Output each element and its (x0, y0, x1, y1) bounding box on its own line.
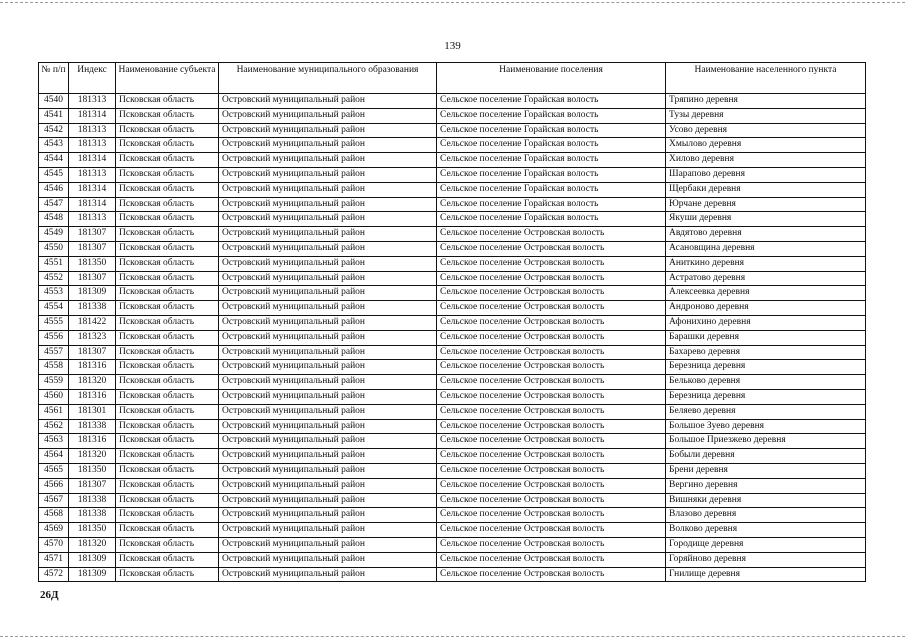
table-row (39, 345, 866, 360)
settlements-table (38, 62, 866, 582)
cell-locality: Хмылово деревня (666, 138, 866, 153)
cell-municipality: Островский муниципальный район (219, 478, 437, 493)
cell-municipality: Островский муниципальный район (219, 404, 437, 419)
cell-locality: Горяйново деревня (666, 552, 866, 567)
cell-locality: Щербаки деревня (666, 182, 866, 197)
cell-municipality: Островский муниципальный район (219, 345, 437, 360)
table-row (39, 167, 866, 182)
cell-municipality: Островский муниципальный район (219, 493, 437, 508)
cell-settlement: Сельское поселение Островская волость (437, 271, 666, 286)
cell-locality: Барашки деревня (666, 330, 866, 345)
cell-municipality: Островский муниципальный район (219, 360, 437, 375)
cell-settlement: Сельское поселение Островская волость (437, 434, 666, 449)
scan-edge-top (0, 2, 905, 4)
cell-municipality: Островский муниципальный район (219, 552, 437, 567)
cell-index: 181307 (69, 271, 116, 286)
cell-row-number: 4563 (39, 434, 69, 449)
table-row (39, 552, 866, 567)
cell-row-number: 4557 (39, 345, 69, 360)
cell-row-number: 4555 (39, 315, 69, 330)
cell-settlement: Сельское поселение Островская волость (437, 404, 666, 419)
cell-municipality: Островский муниципальный район (219, 241, 437, 256)
cell-municipality: Островский муниципальный район (219, 256, 437, 271)
table-row (39, 523, 866, 538)
cell-row-number: 4552 (39, 271, 69, 286)
cell-row-number: 4572 (39, 567, 69, 582)
cell-subject: Псковская область (116, 241, 219, 256)
cell-row-number: 4545 (39, 167, 69, 182)
cell-settlement: Сельское поселение Островская волость (437, 330, 666, 345)
cell-municipality: Островский муниципальный район (219, 330, 437, 345)
cell-subject: Псковская область (116, 478, 219, 493)
cell-index: 181350 (69, 523, 116, 538)
cell-municipality: Островский муниципальный район (219, 138, 437, 153)
table-row (39, 389, 866, 404)
cell-settlement: Сельское поселение Островская волость (437, 227, 666, 242)
cell-locality: Алексеевка деревня (666, 286, 866, 301)
table-row (39, 449, 866, 464)
cell-subject: Псковская область (116, 404, 219, 419)
cell-settlement: Сельское поселение Островская волость (437, 389, 666, 404)
table-row (39, 404, 866, 419)
scan-edge-bottom (0, 636, 905, 638)
cell-locality: Гнилище деревня (666, 567, 866, 582)
cell-row-number: 4553 (39, 286, 69, 301)
table-row (39, 94, 866, 109)
cell-index: 181323 (69, 330, 116, 345)
table-row (39, 463, 866, 478)
table-body (39, 94, 866, 582)
cell-index: 181313 (69, 123, 116, 138)
cell-subject: Псковская область (116, 360, 219, 375)
cell-row-number: 4551 (39, 256, 69, 271)
table-row (39, 508, 866, 523)
cell-subject: Псковская область (116, 315, 219, 330)
cell-subject: Псковская область (116, 552, 219, 567)
header-subject: Наименование субъекта (116, 63, 219, 94)
table-row (39, 123, 866, 138)
cell-locality: Большое Приезжево деревня (666, 434, 866, 449)
table-row (39, 271, 866, 286)
cell-municipality: Островский муниципальный район (219, 463, 437, 478)
cell-index: 181338 (69, 493, 116, 508)
cell-index: 181422 (69, 315, 116, 330)
cell-index: 181309 (69, 286, 116, 301)
cell-locality: Андроново деревня (666, 301, 866, 316)
cell-locality: Тузы деревня (666, 108, 866, 123)
table-row (39, 315, 866, 330)
cell-subject: Псковская область (116, 197, 219, 212)
cell-subject: Псковская область (116, 537, 219, 552)
table-row (39, 241, 866, 256)
cell-municipality: Островский муниципальный район (219, 182, 437, 197)
cell-index: 181338 (69, 508, 116, 523)
table-row (39, 360, 866, 375)
cell-municipality: Островский муниципальный район (219, 523, 437, 538)
cell-subject: Псковская область (116, 493, 219, 508)
cell-municipality: Островский муниципальный район (219, 449, 437, 464)
cell-subject: Псковская область (116, 523, 219, 538)
cell-index: 181320 (69, 537, 116, 552)
cell-subject: Псковская область (116, 108, 219, 123)
cell-locality: Брени деревня (666, 463, 866, 478)
cell-index: 181350 (69, 256, 116, 271)
table-row (39, 286, 866, 301)
cell-index: 181320 (69, 375, 116, 390)
cell-locality: Аниткино деревня (666, 256, 866, 271)
cell-locality: Городище деревня (666, 537, 866, 552)
cell-locality: Усово деревня (666, 123, 866, 138)
cell-locality: Юрчане деревня (666, 197, 866, 212)
cell-settlement: Сельское поселение Островская волость (437, 360, 666, 375)
cell-index: 181309 (69, 567, 116, 582)
cell-index: 181307 (69, 478, 116, 493)
cell-locality: Якуши деревня (666, 212, 866, 227)
table-header-row (39, 63, 866, 94)
cell-subject: Псковская область (116, 286, 219, 301)
cell-subject: Псковская область (116, 153, 219, 168)
cell-row-number: 4546 (39, 182, 69, 197)
cell-row-number: 4548 (39, 212, 69, 227)
cell-subject: Псковская область (116, 227, 219, 242)
page-number: 139 (444, 40, 461, 52)
cell-index: 181338 (69, 419, 116, 434)
cell-settlement: Сельское поселение Островская волость (437, 241, 666, 256)
cell-subject: Псковская область (116, 167, 219, 182)
cell-locality: Бахарево деревня (666, 345, 866, 360)
table-row (39, 153, 866, 168)
cell-index: 181301 (69, 404, 116, 419)
cell-subject: Псковская область (116, 94, 219, 109)
footer-code: 26Д (40, 589, 59, 601)
cell-locality: Бельково деревня (666, 375, 866, 390)
cell-index: 181314 (69, 153, 116, 168)
cell-locality: Березница деревня (666, 389, 866, 404)
cell-subject: Псковская область (116, 138, 219, 153)
cell-municipality: Островский муниципальный район (219, 315, 437, 330)
cell-row-number: 4549 (39, 227, 69, 242)
cell-municipality: Островский муниципальный район (219, 153, 437, 168)
cell-locality: Афонихино деревня (666, 315, 866, 330)
cell-locality: Тряпино деревня (666, 94, 866, 109)
table-row (39, 567, 866, 582)
cell-row-number: 4543 (39, 138, 69, 153)
cell-index: 181307 (69, 227, 116, 242)
cell-row-number: 4567 (39, 493, 69, 508)
cell-row-number: 4541 (39, 108, 69, 123)
cell-subject: Псковская область (116, 508, 219, 523)
cell-row-number: 4566 (39, 478, 69, 493)
cell-settlement: Сельское поселение Островская волость (437, 523, 666, 538)
cell-subject: Псковская область (116, 345, 219, 360)
cell-index: 181338 (69, 301, 116, 316)
cell-index: 181309 (69, 552, 116, 567)
cell-municipality: Островский муниципальный район (219, 271, 437, 286)
cell-municipality: Островский муниципальный район (219, 123, 437, 138)
cell-municipality: Островский муниципальный район (219, 434, 437, 449)
cell-subject: Псковская область (116, 449, 219, 464)
cell-locality: Большое Зуево деревня (666, 419, 866, 434)
cell-row-number: 4544 (39, 153, 69, 168)
cell-municipality: Островский муниципальный район (219, 197, 437, 212)
cell-row-number: 4571 (39, 552, 69, 567)
cell-subject: Псковская область (116, 256, 219, 271)
cell-municipality: Островский муниципальный район (219, 389, 437, 404)
cell-row-number: 4556 (39, 330, 69, 345)
cell-index: 181314 (69, 108, 116, 123)
table-row (39, 419, 866, 434)
table-row (39, 478, 866, 493)
cell-settlement: Сельское поселение Островская волость (437, 375, 666, 390)
table-row (39, 227, 866, 242)
cell-index: 181316 (69, 434, 116, 449)
cell-index: 181350 (69, 463, 116, 478)
cell-municipality: Островский муниципальный район (219, 419, 437, 434)
cell-settlement: Сельское поселение Островская волость (437, 345, 666, 360)
cell-settlement: Сельское поселение Островская волость (437, 419, 666, 434)
cell-settlement: Сельское поселение Горайская волость (437, 197, 666, 212)
table-row (39, 493, 866, 508)
cell-settlement: Сельское поселение Горайская волость (437, 108, 666, 123)
table-row (39, 330, 866, 345)
cell-locality: Волково деревня (666, 523, 866, 538)
cell-settlement: Сельское поселение Островская волость (437, 537, 666, 552)
cell-settlement: Сельское поселение Островская волость (437, 463, 666, 478)
cell-municipality: Островский муниципальный район (219, 108, 437, 123)
cell-row-number: 4550 (39, 241, 69, 256)
cell-settlement: Сельское поселение Горайская волость (437, 167, 666, 182)
table-row (39, 434, 866, 449)
cell-settlement: Сельское поселение Островская волость (437, 552, 666, 567)
cell-settlement: Сельское поселение Горайская волость (437, 94, 666, 109)
header-index: Индекс (69, 63, 116, 94)
cell-locality: Астратово деревня (666, 271, 866, 286)
table-row (39, 138, 866, 153)
cell-municipality: Островский муниципальный район (219, 301, 437, 316)
cell-settlement: Сельское поселение Островская волость (437, 301, 666, 316)
cell-index: 181316 (69, 389, 116, 404)
cell-index: 181307 (69, 345, 116, 360)
cell-municipality: Островский муниципальный район (219, 212, 437, 227)
cell-settlement: Сельское поселение Островская волость (437, 493, 666, 508)
cell-settlement: Сельское поселение Островская волость (437, 286, 666, 301)
cell-locality: Шарапово деревня (666, 167, 866, 182)
cell-row-number: 4562 (39, 419, 69, 434)
cell-row-number: 4564 (39, 449, 69, 464)
cell-subject: Псковская область (116, 301, 219, 316)
cell-row-number: 4559 (39, 375, 69, 390)
cell-subject: Псковская область (116, 567, 219, 582)
cell-locality: Вергино деревня (666, 478, 866, 493)
cell-index: 181314 (69, 182, 116, 197)
cell-locality: Березница деревня (666, 360, 866, 375)
cell-index: 181320 (69, 449, 116, 464)
cell-municipality: Островский муниципальный район (219, 94, 437, 109)
cell-row-number: 4569 (39, 523, 69, 538)
cell-municipality: Островский муниципальный район (219, 375, 437, 390)
cell-municipality: Островский муниципальный район (219, 508, 437, 523)
cell-subject: Псковская область (116, 389, 219, 404)
cell-subject: Псковская область (116, 463, 219, 478)
cell-row-number: 4547 (39, 197, 69, 212)
cell-subject: Псковская область (116, 182, 219, 197)
cell-index: 181314 (69, 197, 116, 212)
cell-settlement: Сельское поселение Островская волость (437, 256, 666, 271)
cell-row-number: 4565 (39, 463, 69, 478)
table-row (39, 537, 866, 552)
cell-row-number: 4558 (39, 360, 69, 375)
cell-locality: Асановщина деревня (666, 241, 866, 256)
table-row (39, 182, 866, 197)
cell-row-number: 4560 (39, 389, 69, 404)
cell-settlement: Сельское поселение Горайская волость (437, 123, 666, 138)
cell-subject: Псковская область (116, 434, 219, 449)
cell-locality: Вишняки деревня (666, 493, 866, 508)
table-row (39, 197, 866, 212)
cell-row-number: 4540 (39, 94, 69, 109)
cell-settlement: Сельское поселение Островская волость (437, 508, 666, 523)
cell-row-number: 4561 (39, 404, 69, 419)
table-row (39, 301, 866, 316)
cell-subject: Псковская область (116, 123, 219, 138)
cell-municipality: Островский муниципальный район (219, 567, 437, 582)
cell-row-number: 4568 (39, 508, 69, 523)
cell-settlement: Сельское поселение Островская волость (437, 567, 666, 582)
table-row (39, 108, 866, 123)
table-row (39, 256, 866, 271)
header-municipality: Наименование муниципального образования (219, 63, 437, 94)
cell-locality: Авдятово деревня (666, 227, 866, 242)
cell-index: 181313 (69, 167, 116, 182)
cell-index: 181313 (69, 94, 116, 109)
cell-municipality: Островский муниципальный район (219, 537, 437, 552)
cell-municipality: Островский муниципальный район (219, 227, 437, 242)
header-locality: Наименование населенного пункта (666, 63, 866, 94)
cell-row-number: 4554 (39, 301, 69, 316)
cell-subject: Псковская область (116, 330, 219, 345)
cell-index: 181316 (69, 360, 116, 375)
cell-index: 181307 (69, 241, 116, 256)
cell-locality: Влазово деревня (666, 508, 866, 523)
cell-subject: Псковская область (116, 419, 219, 434)
cell-settlement: Сельское поселение Островская волость (437, 449, 666, 464)
header-settlement: Наименование поселения (437, 63, 666, 94)
cell-row-number: 4570 (39, 537, 69, 552)
cell-settlement: Сельское поселение Островская волость (437, 315, 666, 330)
cell-municipality: Островский муниципальный район (219, 286, 437, 301)
cell-subject: Псковская область (116, 375, 219, 390)
cell-locality: Беляево деревня (666, 404, 866, 419)
cell-settlement: Сельское поселение Горайская волость (437, 153, 666, 168)
cell-settlement: Сельское поселение Островская волость (437, 478, 666, 493)
table-row (39, 212, 866, 227)
cell-subject: Псковская область (116, 212, 219, 227)
cell-settlement: Сельское поселение Горайская волость (437, 212, 666, 227)
cell-index: 181313 (69, 212, 116, 227)
cell-subject: Псковская область (116, 271, 219, 286)
cell-settlement: Сельское поселение Горайская волость (437, 138, 666, 153)
cell-index: 181313 (69, 138, 116, 153)
cell-settlement: Сельское поселение Горайская волость (437, 182, 666, 197)
header-row-number: № п/п (39, 63, 69, 94)
cell-locality: Хилово деревня (666, 153, 866, 168)
cell-locality: Бобыли деревня (666, 449, 866, 464)
cell-row-number: 4542 (39, 123, 69, 138)
cell-municipality: Островский муниципальный район (219, 167, 437, 182)
table-row (39, 375, 866, 390)
